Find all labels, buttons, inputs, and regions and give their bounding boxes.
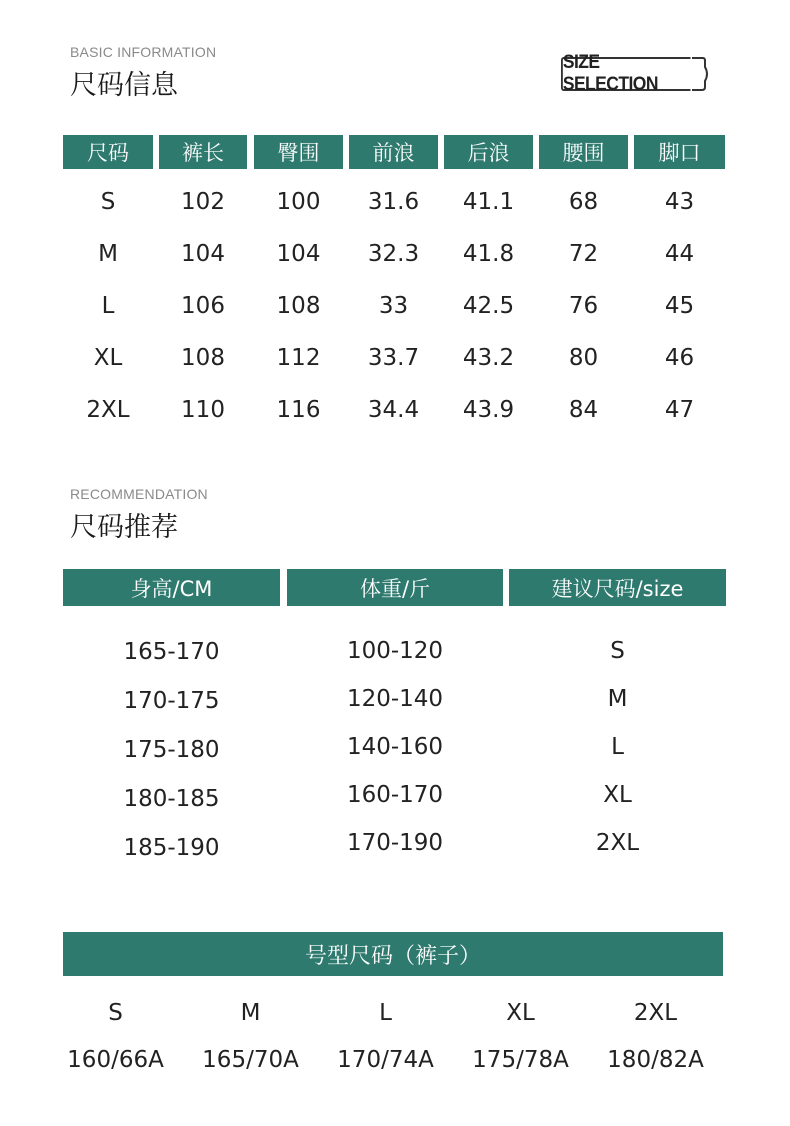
badge-tab-icon [692,57,712,91]
list-item: M [607,686,628,712]
table-cell: 2XL [633,1000,678,1026]
table-cell: 41.1 [462,189,515,215]
header-cell-suggested-size: 建议尺码/size [509,569,726,606]
size-table-header [63,135,725,169]
size-table-body [63,176,725,436]
section-recommendation-label: RECOMMENDATION [70,486,208,502]
table-cell: 100 [276,189,321,215]
list-item: XL [603,782,632,808]
table-cell: M [240,1000,261,1026]
recommendation-table-header [63,569,726,606]
table-cell: 112 [276,345,321,371]
header-cell-hem: 脚口 [634,135,725,169]
table-cell: 108 [181,345,225,371]
table-cell: 104 [181,241,225,267]
list-item: 140-160 [346,734,444,760]
list-item: 120-140 [346,686,444,712]
section-basic-info-label: BASIC INFORMATION [70,44,217,60]
table-cell: 108 [276,293,321,319]
table-cell: 80 [568,345,599,371]
list-item: 185-190 [123,834,220,861]
header-cell-height: 身高/CM [63,569,280,606]
table-cell: 165/70A [202,1047,299,1073]
section-basic-info-title: 尺码信息 [70,70,178,101]
table-cell: L [379,1000,392,1026]
list-item: 175-180 [123,736,220,763]
height-column [63,627,280,872]
table-cell: XL [506,1000,535,1026]
table-cell: XL [93,345,123,371]
table-cell: 102 [181,189,225,215]
table-cell: 32.3 [367,241,420,267]
table-row [63,176,725,228]
table-cell: 175/78A [472,1047,569,1073]
table-cell: S [100,189,116,215]
table-cell: 31.6 [367,189,420,215]
header-cell-length: 裤长 [159,135,247,169]
header-cell-hip: 臀围 [254,135,343,169]
table-cell: 43 [664,189,695,215]
table-cell: 116 [276,397,321,423]
header-cell-waist: 腰围 [539,135,628,169]
weight-column [287,627,503,867]
table-cell: 33 [378,293,409,319]
table-cell: M [98,241,118,267]
header-cell-size: 尺码 [63,135,153,169]
table-cell: 47 [664,397,695,423]
list-item: 100-120 [346,638,444,664]
table-cell: 44 [664,241,695,267]
list-item: 2XL [595,830,640,856]
table-cell: 104 [276,241,321,267]
table-cell: 43.9 [462,397,515,423]
table-cell: 84 [568,397,599,423]
list-item: L [611,734,624,760]
table-cell: 106 [181,293,225,319]
table-row [63,384,725,436]
table-cell: 180/82A [607,1047,704,1073]
list-item: 180-185 [123,785,220,812]
list-item: 165-170 [123,638,220,665]
table-cell: 160/66A [67,1047,164,1073]
table-cell: 33.7 [367,345,420,371]
list-item: 170-190 [346,830,444,856]
table-cell: 110 [181,397,225,423]
table-cell: 41.8 [462,241,515,267]
list-item: 160-170 [346,782,444,808]
list-item: 170-175 [123,687,220,714]
section-recommendation-title: 尺码推荐 [70,512,178,543]
table-cell: 2XL [86,397,130,423]
garment-spec-row [48,1037,723,1083]
header-cell-front-rise: 前浪 [349,135,438,169]
table-cell: S [108,1000,123,1026]
garment-size-header: 号型尺码（裤子） [63,932,723,976]
table-cell: 72 [568,241,599,267]
size-selection-badge: SIZE SELECTION [561,57,691,91]
header-cell-back-rise: 后浪 [444,135,533,169]
table-row [63,228,725,280]
table-cell: 42.5 [462,293,515,319]
suggested-size-column [509,627,726,867]
table-cell: 45 [664,293,695,319]
table-cell: 76 [568,293,599,319]
garment-size-row [48,990,723,1036]
table-cell: 46 [664,345,695,371]
table-row [63,332,725,384]
table-cell: 43.2 [462,345,515,371]
table-cell: L [101,293,115,319]
header-cell-weight: 体重/斤 [287,569,503,606]
table-cell: 170/74A [337,1047,434,1073]
table-cell: 68 [568,189,599,215]
list-item: S [610,638,625,664]
table-cell: 34.4 [367,397,420,423]
table-row [63,280,725,332]
